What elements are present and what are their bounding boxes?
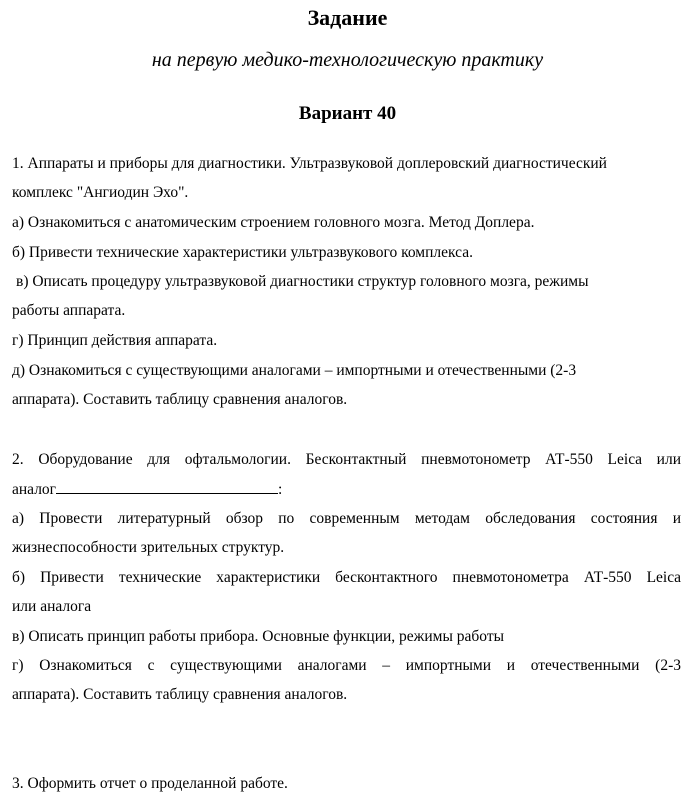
task2-item-b-line1: б) Привести технические характеристики бесконтактного пневмотонометра АТ-550 Leica	[12, 569, 681, 586]
task2-item-a-line1: а) Провести литературный обзор по современным методам обследования состояния и	[12, 510, 681, 527]
task1-item-v-line2: работы аппарата.	[12, 302, 126, 319]
task2-item-g-line1: г) Ознакомиться с существующими аналогами – импортными и отечественными (2-3	[12, 657, 681, 674]
task2-item-g-line2: аппарата). Составить таблицу сравнения аналогов.	[12, 686, 348, 703]
task1-item-b: б) Привести технические характеристики ультразвукового комплекса.	[12, 244, 473, 261]
task1-heading-line1: 1. Аппараты и приборы для диагностики. Ультразвуковой доплеровский диагностический	[12, 155, 607, 172]
task2-analog-colon: :	[278, 481, 283, 498]
task1-item-g: г) Принцип действия аппарата.	[12, 332, 218, 349]
task2-heading-line2	[12, 479, 681, 500]
task2-item-b-line2: или аналога	[12, 598, 92, 615]
analog-blank-field[interactable]	[56, 479, 278, 494]
task3-heading: 3. Оформить отчет о проделанной работе.	[12, 775, 288, 792]
page-title: Задание	[307, 5, 388, 30]
page-subtitle: на первую медико-технологическую практику	[151, 49, 544, 71]
task1-heading-line2: комплекс "Ангиодин Эхо".	[12, 184, 189, 201]
task1-item-v-line1: в) Описать процедуру ультразвуковой диагностики структур головного мозга, режимы	[16, 273, 589, 290]
variant-heading: Вариант 40	[298, 103, 397, 124]
task2-item-v: в) Описать принцип работы прибора. Основные функции, режимы работы	[12, 628, 505, 645]
task1-item-d-line1: д) Ознакомиться с существующими аналогами – импортными и отечественными (2-3	[12, 362, 577, 379]
task1-item-a: а) Ознакомиться с анатомическим строением головного мозга. Метод Доплера.	[12, 214, 535, 231]
task1-item-d-line2: аппарата). Составить таблицу сравнения аналогов.	[12, 391, 348, 408]
task2-analog-label: аналог	[12, 481, 57, 498]
task2-item-a-line2: жизнеспособности зрительных структур.	[12, 539, 285, 556]
task2-heading-line1: 2. Оборудование для офтальмологии. Бесконтактный пневмотонометр АТ-550 Leica или	[12, 451, 681, 468]
